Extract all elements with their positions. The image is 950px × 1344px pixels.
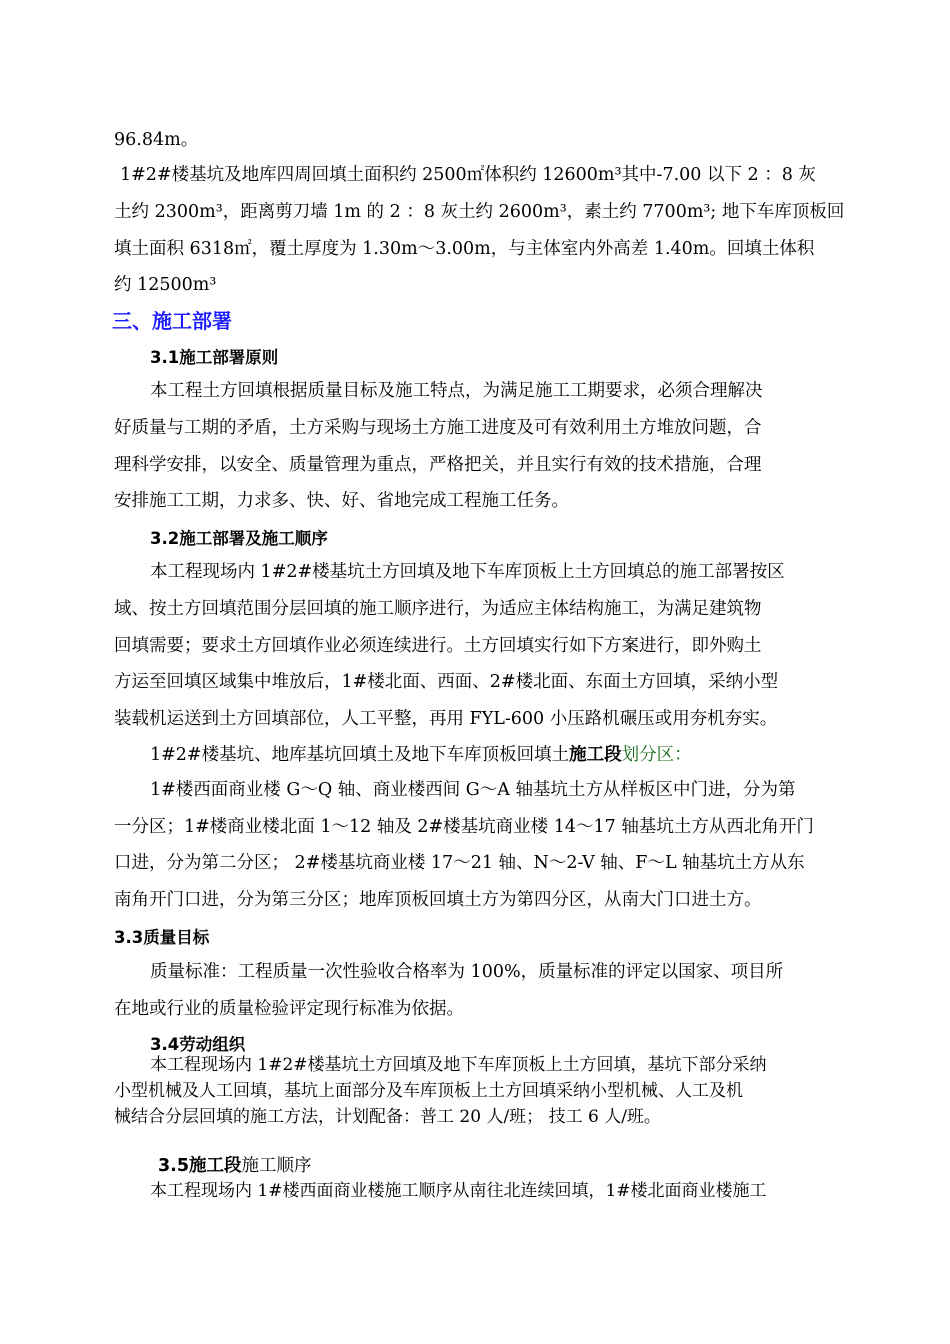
para-line: 1#楼西面商业楼 G～Q 轴、商业楼西间 G～A 轴基坑土方从样板区中门进，分为第 <box>150 780 796 800</box>
para-line: 安排施工工期，力求多、快、好、省地完成工程施工任务。 <box>114 491 569 511</box>
para-line: 一分区；1#楼商业楼北面 1～12 轴及 2#楼基坑商业楼 14～17 轴基坑土方从西北角开门 <box>114 817 814 837</box>
para-line: 好质量与工期的矛盾，土方采购与现场土方施工进度及可有效利用土方堆放问题，合 <box>114 418 762 438</box>
para-line: 口进，分为第二分区； 2#楼基坑商业楼 17～21 轴、N～2-V 轴、F～L 轴基坑土方从东 <box>114 853 805 873</box>
zone-intro-bold: 施工段 <box>569 745 622 765</box>
subsection-heading: 3.1施工部署原则 <box>150 348 279 367</box>
subsection-bold: 施工段 <box>189 1156 242 1176</box>
zone-intro-text: 1#2#楼基坑、地库基坑回填土及地下车库顶板回填土 <box>150 745 570 765</box>
para-line: 本工程土方回填根据质量目标及施工特点，为满足施工工期要求，必须合理解决 <box>150 381 763 401</box>
para-line: 本工程现场内 1#楼西面商业楼施工顺序从南往北连续回填，1#楼北面商业楼施工 <box>150 1181 767 1201</box>
subsection-tail: 施工顺序 <box>241 1156 312 1176</box>
para-line: 域、按土方回填范围分层回填的施工顺序进行，为适应主体结构施工，为满足建筑物 <box>114 599 762 619</box>
para-line: 96.84m。 <box>114 130 199 150</box>
para-line: 小型机械及人工回填，基坑上面部分及车库顶板上土方回填采纳小型机械、人工及机 <box>114 1081 743 1101</box>
para-line: 南角开门口进，分为第三分区；地库顶板回填土方为第四分区，从南大门口进土方。 <box>114 890 762 910</box>
zone-intro-tail: 划分区： <box>621 745 692 765</box>
para-line: 回填需要；要求土方回填作业必须连续进行。土方回填实行如下方案进行，即外购土 <box>114 636 762 656</box>
subsection-heading: 3.3质量目标 <box>114 928 210 947</box>
para-line: 质量标准：工程质量一次性验收合格率为 100%，质量标准的评定以国家、项目所 <box>150 962 784 982</box>
section-heading: 三、施工部署 <box>112 309 232 333</box>
subsection-number: 3.5 <box>158 1156 190 1176</box>
subsection-heading <box>158 1154 312 1178</box>
para-line: 填土面积 6318㎡，覆土厚度为 1.30m～3.00m，与主体室内外高差 1.40m。回填土体积 <box>114 239 815 259</box>
para-line: 理科学安排，以安全、质量管理为重点，严格把关，并且实行有效的技术措施，合理 <box>114 455 762 475</box>
para-line: 械结合分层回填的施工方法，计划配备：普工 20 人/班； 技工 6 人/班。 <box>114 1107 661 1127</box>
para-line: 方运至回填区域集中堆放后，1#楼北面、西面、2#楼北面、东面土方回填，采纳小型 <box>114 672 779 692</box>
para-line: 土约 2300m³，距离剪刀墙 1m 的 2 ：8 灰土约 2600m³，素土约 7700m³; 地下车库顶板回 <box>114 202 845 222</box>
para-line: 本工程现场内 1#2#楼基坑土方回填及地下车库顶板上土方回填总的施工部署按区 <box>150 562 785 582</box>
zone-intro <box>150 743 692 767</box>
para-line: 装载机运送到土方回填部位，人工平整，再用 FYL-600 小压路机碾压或用夯机夯实。 <box>114 709 778 729</box>
subsection-heading: 3.4劳动组织 <box>150 1035 246 1054</box>
para-line: 1#2#楼基坑及地库四周回填土面积约 2500㎡体积约 12600m³其中-7.00 以下 2 ：8 灰 <box>120 165 816 185</box>
para-line: 本工程现场内 1#2#楼基坑土方回填及地下车库顶板上土方回填，基坑下部分采纳 <box>150 1055 767 1075</box>
subsection-heading: 3.2施工部署及施工顺序 <box>150 529 328 548</box>
para-line: 约 12500m³ <box>114 275 217 295</box>
para-line: 在地或行业的质量检验评定现行标准为依据。 <box>114 999 464 1019</box>
